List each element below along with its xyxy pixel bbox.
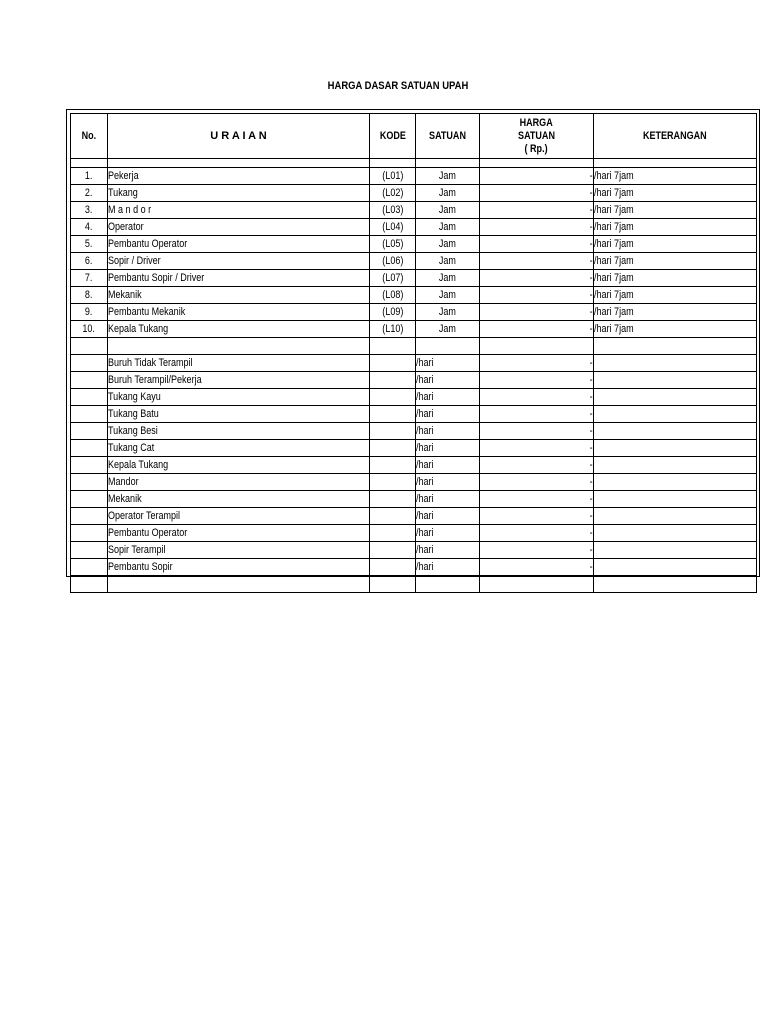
row-satuan: /hari: [416, 406, 480, 423]
row-harga: -: [480, 168, 594, 185]
row-uraian: Mekanik: [108, 491, 370, 508]
row-number: 6.: [71, 253, 108, 270]
row-uraian: Pembantu Mekanik: [108, 304, 370, 321]
table-row: [71, 559, 757, 576]
row-harga: -: [480, 219, 594, 236]
row-keterangan: /hari 7jam: [594, 304, 757, 321]
row-keterangan: /hari 7jam: [594, 236, 757, 253]
row-number: 2.: [71, 185, 108, 202]
table-row: [71, 508, 757, 525]
row-uraian: Pembantu Operator: [108, 236, 370, 253]
row-uraian: Pembantu Operator: [108, 525, 370, 542]
row-keterangan: [594, 525, 757, 542]
row-satuan: Jam: [416, 219, 480, 236]
row-kode: [370, 406, 416, 423]
row-kode: (L06): [370, 253, 416, 270]
table-row: [71, 185, 757, 202]
row-kode: [370, 559, 416, 576]
header-kode: KODE: [370, 114, 416, 159]
page-title: HARGA DASAR SATUAN UPAH: [327, 80, 469, 92]
row-keterangan: [594, 423, 757, 440]
row-keterangan: /hari 7jam: [594, 287, 757, 304]
row-kode: (L02): [370, 185, 416, 202]
row-keterangan: /hari 7jam: [594, 270, 757, 287]
row-harga: -: [480, 253, 594, 270]
row-kode: (L04): [370, 219, 416, 236]
table-row: [71, 304, 757, 321]
row-harga: -: [480, 525, 594, 542]
row-number: [71, 457, 108, 474]
row-uraian: Tukang: [108, 185, 370, 202]
row-uraian: Mekanik: [108, 287, 370, 304]
row-keterangan: [594, 491, 757, 508]
row-uraian: Operator: [108, 219, 370, 236]
row-satuan: /hari: [416, 457, 480, 474]
row-keterangan: /hari 7jam: [594, 253, 757, 270]
row-uraian: Tukang Kayu: [108, 389, 370, 406]
row-uraian: Pembantu Sopir / Driver: [108, 270, 370, 287]
row-keterangan: [594, 440, 757, 457]
row-harga: -: [480, 372, 594, 389]
table-row: [71, 542, 757, 559]
row-satuan: Jam: [416, 202, 480, 219]
row-number: [71, 389, 108, 406]
row-kode: [370, 525, 416, 542]
row-keterangan: [594, 542, 757, 559]
row-kode: [370, 389, 416, 406]
row-kode: [370, 474, 416, 491]
table-spacer-row: [71, 159, 757, 168]
row-harga: -: [480, 406, 594, 423]
row-harga: -: [480, 474, 594, 491]
table-row: [71, 491, 757, 508]
table-row: [71, 525, 757, 542]
row-harga: -: [480, 440, 594, 457]
table-row: [71, 389, 757, 406]
row-satuan: Jam: [416, 185, 480, 202]
row-satuan: Jam: [416, 304, 480, 321]
row-uraian: M a n d o r: [108, 202, 370, 219]
row-harga: -: [480, 236, 594, 253]
row-number: 7.: [71, 270, 108, 287]
row-uraian: Mandor: [108, 474, 370, 491]
row-kode: [370, 508, 416, 525]
row-uraian: Tukang Besi: [108, 423, 370, 440]
row-kode: [370, 355, 416, 372]
header-harga-satuan: HARGA SATUAN ( Rp.): [480, 114, 594, 159]
row-number: [71, 491, 108, 508]
row-satuan: /hari: [416, 542, 480, 559]
row-satuan: /hari: [416, 440, 480, 457]
row-number: 5.: [71, 236, 108, 253]
row-harga: -: [480, 304, 594, 321]
row-number: [71, 508, 108, 525]
row-kode: (L08): [370, 287, 416, 304]
row-kode: (L05): [370, 236, 416, 253]
row-uraian: Operator Terampil: [108, 508, 370, 525]
wage-table: [70, 113, 757, 593]
row-keterangan: [594, 389, 757, 406]
row-keterangan: /hari 7jam: [594, 168, 757, 185]
row-kode: (L03): [370, 202, 416, 219]
table-row: [71, 372, 757, 389]
row-uraian: Sopir / Driver: [108, 253, 370, 270]
row-keterangan: /hari 7jam: [594, 219, 757, 236]
row-keterangan: [594, 559, 757, 576]
row-uraian: Pembantu Sopir: [108, 559, 370, 576]
row-keterangan: [594, 457, 757, 474]
row-keterangan: [594, 508, 757, 525]
table-row: [71, 219, 757, 236]
row-number: 8.: [71, 287, 108, 304]
row-uraian: Buruh Tidak Terampil: [108, 355, 370, 372]
table-row: [71, 236, 757, 253]
row-satuan: Jam: [416, 168, 480, 185]
header-no: No.: [71, 114, 108, 159]
row-harga: -: [480, 185, 594, 202]
row-kode: [370, 423, 416, 440]
row-kode: (L07): [370, 270, 416, 287]
row-keterangan: /hari 7jam: [594, 185, 757, 202]
row-harga: -: [480, 559, 594, 576]
row-harga: -: [480, 287, 594, 304]
row-uraian: Pekerja: [108, 168, 370, 185]
table-row: [71, 457, 757, 474]
row-satuan: Jam: [416, 253, 480, 270]
row-number: [71, 440, 108, 457]
table-row: [71, 287, 757, 304]
row-kode: [370, 491, 416, 508]
row-keterangan: /hari 7jam: [594, 202, 757, 219]
row-harga: -: [480, 542, 594, 559]
row-number: [71, 474, 108, 491]
table-spacer-row: [71, 576, 757, 593]
row-kode: [370, 440, 416, 457]
row-harga: -: [480, 355, 594, 372]
row-uraian: Tukang Batu: [108, 406, 370, 423]
row-kode: [370, 457, 416, 474]
row-keterangan: [594, 355, 757, 372]
table-row: [71, 253, 757, 270]
row-number: 9.: [71, 304, 108, 321]
row-number: [71, 372, 108, 389]
row-satuan: Jam: [416, 236, 480, 253]
table-row: [71, 406, 757, 423]
header-satuan: SATUAN: [416, 114, 480, 159]
row-harga: -: [480, 321, 594, 338]
table-row: [71, 321, 757, 338]
row-kode: (L01): [370, 168, 416, 185]
row-satuan: /hari: [416, 508, 480, 525]
row-satuan: /hari: [416, 474, 480, 491]
row-keterangan: [594, 372, 757, 389]
row-harga: -: [480, 270, 594, 287]
row-harga: -: [480, 491, 594, 508]
row-number: [71, 525, 108, 542]
row-uraian: Tukang Cat: [108, 440, 370, 457]
row-harga: -: [480, 389, 594, 406]
row-satuan: /hari: [416, 559, 480, 576]
row-number: [71, 355, 108, 372]
row-number: [71, 406, 108, 423]
row-harga: -: [480, 457, 594, 474]
row-number: 3.: [71, 202, 108, 219]
row-uraian: Kepala Tukang: [108, 321, 370, 338]
row-kode: (L10): [370, 321, 416, 338]
row-satuan: /hari: [416, 372, 480, 389]
row-number: [71, 542, 108, 559]
table-spacer-row: [71, 338, 757, 355]
row-harga: -: [480, 423, 594, 440]
row-satuan: Jam: [416, 321, 480, 338]
row-kode: (L09): [370, 304, 416, 321]
table-row: [71, 355, 757, 372]
row-uraian: Buruh Terampil/Pekerja: [108, 372, 370, 389]
row-keterangan: [594, 474, 757, 491]
table-header-row: [71, 114, 757, 159]
row-satuan: /hari: [416, 355, 480, 372]
row-satuan: /hari: [416, 491, 480, 508]
row-number: [71, 559, 108, 576]
table-row: [71, 440, 757, 457]
row-number: 10.: [71, 321, 108, 338]
row-satuan: /hari: [416, 525, 480, 542]
table-row: [71, 270, 757, 287]
row-number: [71, 423, 108, 440]
row-satuan: /hari: [416, 389, 480, 406]
row-number: 4.: [71, 219, 108, 236]
row-satuan: Jam: [416, 270, 480, 287]
table-row: [71, 474, 757, 491]
table-row: [71, 202, 757, 219]
row-number: 1.: [71, 168, 108, 185]
row-uraian: Sopir Terampil: [108, 542, 370, 559]
table-row: [71, 423, 757, 440]
row-uraian: Kepala Tukang: [108, 457, 370, 474]
header-uraian: U R A I A N: [108, 114, 370, 159]
row-keterangan: [594, 406, 757, 423]
row-satuan: /hari: [416, 423, 480, 440]
row-harga: -: [480, 202, 594, 219]
row-kode: [370, 542, 416, 559]
row-harga: -: [480, 508, 594, 525]
row-satuan: Jam: [416, 287, 480, 304]
row-keterangan: /hari 7jam: [594, 321, 757, 338]
table-row: [71, 168, 757, 185]
row-kode: [370, 372, 416, 389]
header-keterangan: KETERANGAN: [594, 114, 757, 159]
